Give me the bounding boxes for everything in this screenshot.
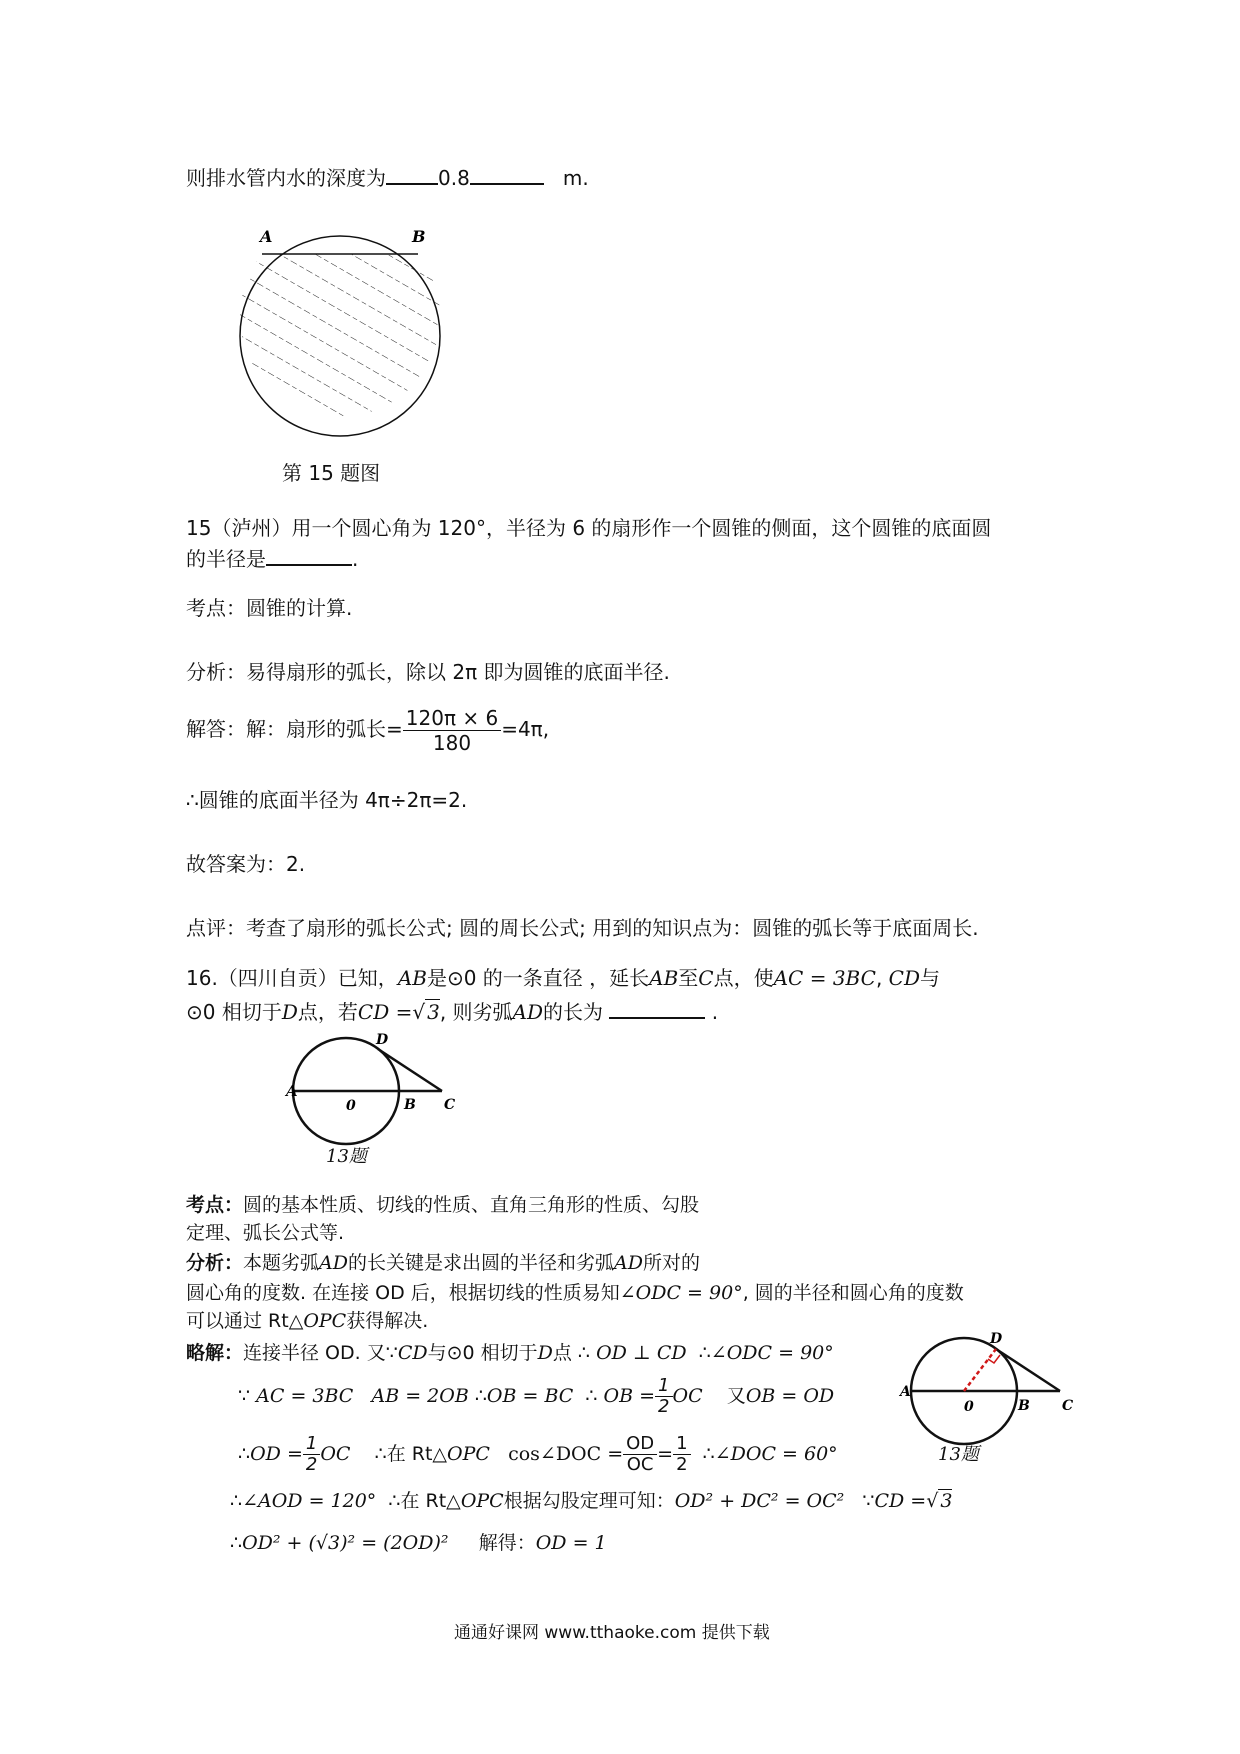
math: OPC xyxy=(460,1490,504,1512)
text: ∴在 Rt△ xyxy=(374,1443,448,1465)
text: 与 xyxy=(920,966,940,990)
math: C xyxy=(698,966,714,990)
blank xyxy=(609,999,705,1019)
text: . xyxy=(711,1000,719,1024)
text: ∴ xyxy=(474,1385,487,1407)
text: 获得解决. xyxy=(346,1310,429,1332)
text: 点 ∴ xyxy=(552,1342,591,1364)
math: ∠ODC = 90° xyxy=(619,1282,743,1304)
numerator: OD xyxy=(623,1434,657,1455)
math: OD² + DC² = OC² xyxy=(674,1490,845,1512)
figure-15-pipe xyxy=(230,226,470,485)
numerator: 1 xyxy=(655,1376,672,1397)
q15-jieda xyxy=(186,706,549,755)
math: OPC xyxy=(447,1443,490,1465)
text: 所对的 xyxy=(642,1252,700,1274)
label-d: D xyxy=(376,1032,389,1048)
text: ∴ xyxy=(230,1532,243,1554)
lue-line2 xyxy=(238,1376,834,1417)
math: ∠DOC = 60° xyxy=(714,1443,838,1465)
lue-line3 xyxy=(238,1434,838,1475)
footer: 通通好课网 www.tthaoke.com 提供下载 xyxy=(454,1623,770,1643)
label-c: C xyxy=(1062,1398,1074,1414)
q15-line2 xyxy=(186,543,358,572)
math: AC = 3BC xyxy=(256,1385,354,1407)
label: 分析： xyxy=(186,1252,244,1274)
math: OD² + (√3)² = (2OD)² xyxy=(242,1532,449,1554)
math: D xyxy=(537,1342,553,1364)
label-b: B xyxy=(404,1097,416,1113)
text: ∴ xyxy=(698,1342,711,1364)
fraction xyxy=(303,1434,320,1475)
math: OC xyxy=(672,1385,703,1407)
math: CD xyxy=(888,966,920,990)
label: 略解： xyxy=(186,1342,244,1364)
text: 解答：解：扇形的弧长= xyxy=(186,717,403,741)
text: , 则劣弧 xyxy=(439,1000,513,1024)
text: 连接半径 OD. 又∵ xyxy=(243,1342,398,1364)
math: AD xyxy=(512,1000,544,1024)
numerator: 120π × 6 xyxy=(403,706,501,731)
numerator: 1 xyxy=(303,1434,320,1455)
q15-line1: 15（泸州）用一个圆心角为 120°，半径为 6 的扇形作一个圆锥的侧面，这个圆锥的底面圆 xyxy=(186,516,992,540)
q16-fenxi-line2 xyxy=(186,1278,964,1305)
label-b: B xyxy=(412,227,426,246)
q16-line2 xyxy=(186,996,718,1025)
lue-line5 xyxy=(230,1528,607,1555)
figure-13-solution-caption: 13题 xyxy=(938,1444,979,1465)
figure-13-caption: 13题 xyxy=(326,1146,367,1167)
q15-kaodian: 考点：圆锥的计算. xyxy=(186,596,353,620)
text: 可以通过 Rt△ xyxy=(186,1310,304,1332)
text: 的半径是 xyxy=(186,547,266,571)
denominator: 180 xyxy=(432,731,472,755)
math: cos∠DOC = xyxy=(508,1443,624,1465)
fraction xyxy=(403,706,501,755)
radicand: 3 xyxy=(427,1000,440,1024)
sqrt: √ 3 xyxy=(926,1490,953,1512)
text: 又 xyxy=(726,1385,746,1407)
text: ∵ xyxy=(862,1490,875,1512)
math: CD xyxy=(397,1342,428,1364)
q15-answer: 故答案为：2. xyxy=(186,852,306,876)
text: , 圆的半径和圆心角的度数 xyxy=(742,1282,964,1304)
radicand: 3 xyxy=(940,1490,953,1512)
math: OB = xyxy=(603,1385,656,1407)
text: =4π, xyxy=(501,717,550,741)
label-a: A xyxy=(900,1384,911,1400)
label-c: C xyxy=(444,1097,456,1113)
q16-kaodian-line1 xyxy=(186,1190,699,1217)
answer: 0.8 xyxy=(438,166,470,190)
label-o: 0 xyxy=(346,1098,356,1114)
math: AB xyxy=(397,966,427,990)
text: 的长关键是求出圆的半径和劣弧 xyxy=(348,1252,615,1274)
blank xyxy=(470,165,544,185)
text: 是⊙0 的一条直径 ，延长 xyxy=(426,966,650,990)
math: D xyxy=(281,1000,298,1024)
text: 根据勾股定理可知： xyxy=(503,1490,675,1512)
math: OD ⊥ CD xyxy=(596,1342,687,1364)
math: OD = 1 xyxy=(535,1532,607,1554)
text: 圆的基本性质、切线的性质、直角三角形的性质、勾股 xyxy=(243,1194,700,1216)
text: 则排水管内水的深度为 xyxy=(186,166,386,190)
text: 的长为 xyxy=(543,1000,604,1024)
math: OPC xyxy=(303,1310,347,1332)
text: 本题劣弧 xyxy=(243,1252,320,1274)
blank xyxy=(386,165,438,185)
q14-answer-line xyxy=(186,162,589,191)
q16-fenxi-line1 xyxy=(186,1248,700,1275)
denominator: OC xyxy=(626,1454,654,1475)
math: AB = 2OB xyxy=(371,1385,469,1407)
label-a: A xyxy=(286,1082,298,1100)
text: 圆心角的度数. 在连接 OD 后，根据切线的性质易知 xyxy=(186,1282,620,1304)
label-a: A xyxy=(260,227,273,246)
text: ∴ xyxy=(230,1490,243,1512)
text: ⊙0 相切于 xyxy=(186,1000,282,1024)
math: CD = xyxy=(357,1000,413,1024)
denominator: 2 xyxy=(305,1454,318,1475)
text: ∴ xyxy=(585,1385,598,1407)
text: 点，若 xyxy=(297,1000,358,1024)
denominator: 2 xyxy=(676,1454,688,1475)
math: ∠ODC = 90° xyxy=(710,1342,834,1364)
text: 解得： xyxy=(478,1532,536,1554)
math: OD = xyxy=(250,1443,303,1465)
blank xyxy=(266,546,352,566)
fraction xyxy=(655,1376,672,1417)
math: ∠AOD = 120° xyxy=(242,1490,377,1512)
label-o: 0 xyxy=(964,1399,974,1415)
text: 至 xyxy=(678,966,699,990)
denominator: 2 xyxy=(658,1396,670,1417)
q16-fenxi-line3 xyxy=(186,1306,428,1333)
text: ∴ xyxy=(238,1443,251,1465)
math: OB = OD xyxy=(745,1385,835,1407)
math: CD = xyxy=(874,1490,927,1512)
q16-line1 xyxy=(186,962,940,991)
q16-kaodian-line2: 定理、弧长公式等. xyxy=(186,1222,345,1244)
fraction xyxy=(623,1434,657,1475)
figure-15-caption: 第 15 题图 xyxy=(282,461,381,485)
math: OB = BC xyxy=(486,1385,574,1407)
text: 与⊙0 相切于 xyxy=(427,1342,538,1364)
text: ∴在 Rt△ xyxy=(388,1490,461,1512)
q15-therefore: ∴圆锥的底面半径为 4π÷2π=2. xyxy=(186,788,468,812)
figure-13 xyxy=(280,1030,470,1140)
text: , xyxy=(875,966,883,990)
q15-fenxi: 分析：易得扇形的弧长，除以 2π 即为圆锥的底面半径. xyxy=(186,660,670,684)
label-b: B xyxy=(1018,1398,1030,1414)
math: AD xyxy=(319,1252,348,1274)
text: ∴ xyxy=(702,1443,715,1465)
unit: m. xyxy=(562,166,589,190)
math: AC = 3BC xyxy=(773,966,876,990)
text: . xyxy=(352,547,359,571)
fraction xyxy=(673,1434,690,1475)
math: AB xyxy=(649,966,679,990)
lue-line1 xyxy=(186,1338,834,1365)
label: 考点： xyxy=(186,1194,244,1216)
lue-line4 xyxy=(230,1486,952,1513)
math: AD xyxy=(614,1252,643,1274)
text: ∵ xyxy=(238,1385,251,1407)
math: OC xyxy=(320,1443,351,1465)
numerator: 1 xyxy=(673,1434,690,1455)
q15-dianping: 点评：考查了扇形的弧长公式; 圆的周长公式; 用到的知识点为：圆锥的弧长等于底面周长. xyxy=(186,916,979,940)
text: 点，使 xyxy=(713,966,774,990)
sqrt: √ 3 xyxy=(412,1000,440,1024)
text: 16.（四川自贡）已知， xyxy=(186,966,398,990)
label-d: D xyxy=(990,1331,1003,1347)
math: = xyxy=(657,1443,674,1465)
figure-13-solution xyxy=(898,1325,1088,1445)
